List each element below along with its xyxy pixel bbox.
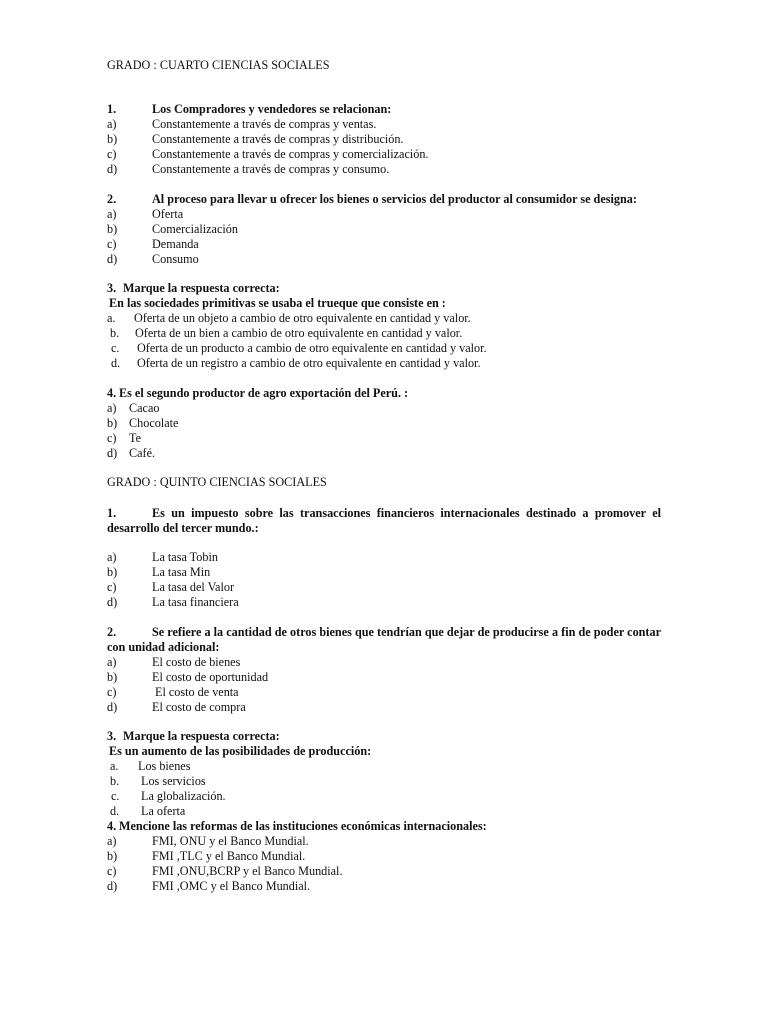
- question-2-quinto: [107, 625, 661, 655]
- question-number: 2.: [107, 192, 117, 206]
- question-number: 4.: [107, 819, 117, 833]
- question-text: Marque la respuesta correcta:: [123, 729, 280, 743]
- question-number: 1.: [107, 102, 117, 116]
- section-heading-cuarto: GRADO : CUARTO CIENCIAS SOCIALES: [107, 58, 330, 72]
- question-text: Mencione las reformas de las instituciones económicas internacionales:: [119, 819, 487, 833]
- question-text: Marque la respuesta correcta:: [123, 281, 280, 295]
- question-number: 2.: [107, 625, 117, 639]
- question-text: Los Compradores y vendedores se relacionan:: [152, 102, 392, 116]
- question-text: Es un impuesto sobre las transacciones financieros internacionales destinado a promover el desarrollo del tercer mundo.:: [107, 506, 661, 535]
- question-text: Se refiere a la cantidad de otros bienes que tendrían que dejar de producirse a fin de poder contar con unidad adicional:: [107, 625, 661, 654]
- question-number: 4.: [107, 386, 117, 400]
- question-number: 3.: [107, 281, 117, 295]
- section-heading-quinto: GRADO : QUINTO CIENCIAS SOCIALES: [107, 475, 327, 489]
- question-number: 3.: [107, 729, 117, 743]
- document-page: GRADO : CUARTO CIENCIAS SOCIALES 1. Los Compradores y vendedores se relacionan: a) Constantemente a través de compras y ventas. b) Constantemente a través de compras y distribución. c) Constantemente a través de compras y comercialización. d) Constantemente a través de compras y consumo. 2. Al proceso para llevar u ofrecer los bienes o servicios del productor al consumidor se designa: a) Oferta b) Comercialización c) Demanda d) Consumo 3. Marque la respuesta correcta: En las sociedades primitivas se usaba el trueque que consiste en : a. Oferta de un objeto a cambio de otro equivalente en cantidad y valor. b. Oferta de un bien a cambio de otro equivalente en cantidad y valor. c. Oferta de un producto a cambio de otro equivalente en cantidad y valor. d. Oferta de un registro a cambio de otro equivalente en cantidad y valor. 4. Es el segundo productor de agro exportación del Perú. : a) Cacao b) Chocolate c) Te d) Café. GRADO : QUINTO CIENCIAS SOCIALES 1. Es un impuesto sobre las transacciones financieros internacionales destinado a promover el desarrollo del tercer mundo.: a) La tasa Tobin b) La tasa Min c) La tasa del Valor d) La tasa financiera 2. Se refiere a la cantidad de otros bienes que tendrían que dejar de producirse a fin de poder contar con unidad adicional: a) El costo de bienes b) El costo de oportunidad c) El costo de venta d) El costo de compra 3. Marque la respuesta correcta: Es un aumento de las posibilidades de producción: a. Los bienes b. Los servicios c. La globalización. d. La oferta 4. Mencione las reformas de las instituciones económicas internacionales: a) FMI, ONU y el Banco Mundial. b) FMI ,TLC y el Banco Mundial. c) FMI ,ONU,BCRP y el Banco Mundial. d) FMI ,OMC y el Banco Mundial.: [107, 58, 661, 893]
- question-text: Al proceso para llevar u ofrecer los bienes o servicios del productor al consumidor se designa:: [152, 192, 637, 206]
- question-text: Es el segundo productor de agro exportación del Perú. :: [119, 386, 409, 400]
- question-1-quinto: [107, 506, 661, 536]
- question-number: 1.: [107, 506, 117, 520]
